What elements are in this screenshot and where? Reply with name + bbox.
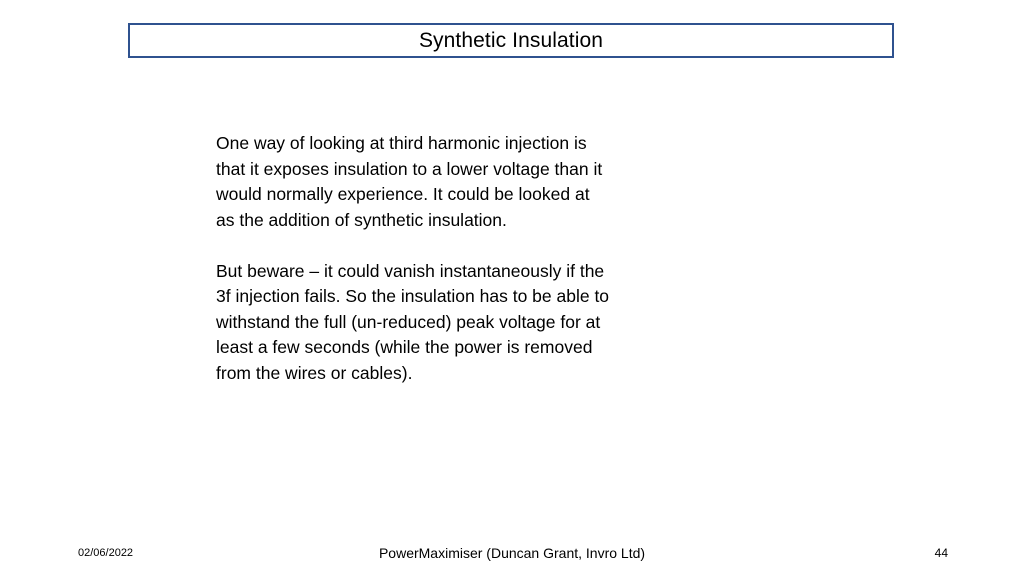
footer-presenter: PowerMaximiser (Duncan Grant, Invro Ltd) bbox=[378, 545, 646, 561]
slide-body bbox=[216, 131, 676, 386]
paragraph-line: One way of looking at third harmonic injection is bbox=[216, 133, 587, 153]
slide-title: Synthetic Insulation bbox=[418, 28, 604, 52]
footer-date: 02/06/2022 bbox=[78, 547, 134, 559]
paragraph-line: least a few seconds (while the power is removed bbox=[216, 337, 593, 357]
paragraph-line: withstand the full (un-reduced) peak voltage for at bbox=[216, 311, 601, 332]
paragraph-line: from the wires or cables). bbox=[216, 362, 413, 383]
slide-number: 44 bbox=[934, 546, 948, 560]
paragraph-line: would normally experience. It could be looked at bbox=[216, 184, 590, 204]
paragraph-line: as the addition of synthetic insulation. bbox=[216, 209, 507, 230]
paragraph-line: 3f injection fails. So the insulation has to be able to bbox=[216, 286, 610, 306]
paragraph-2 bbox=[216, 259, 676, 387]
paragraph-line: But beware – it could vanish instantaneously if the bbox=[216, 260, 605, 281]
paragraph-1 bbox=[216, 131, 676, 233]
paragraph-line: that it exposes insulation to a lower voltage than it bbox=[216, 158, 603, 179]
slide-title-box bbox=[128, 23, 894, 58]
